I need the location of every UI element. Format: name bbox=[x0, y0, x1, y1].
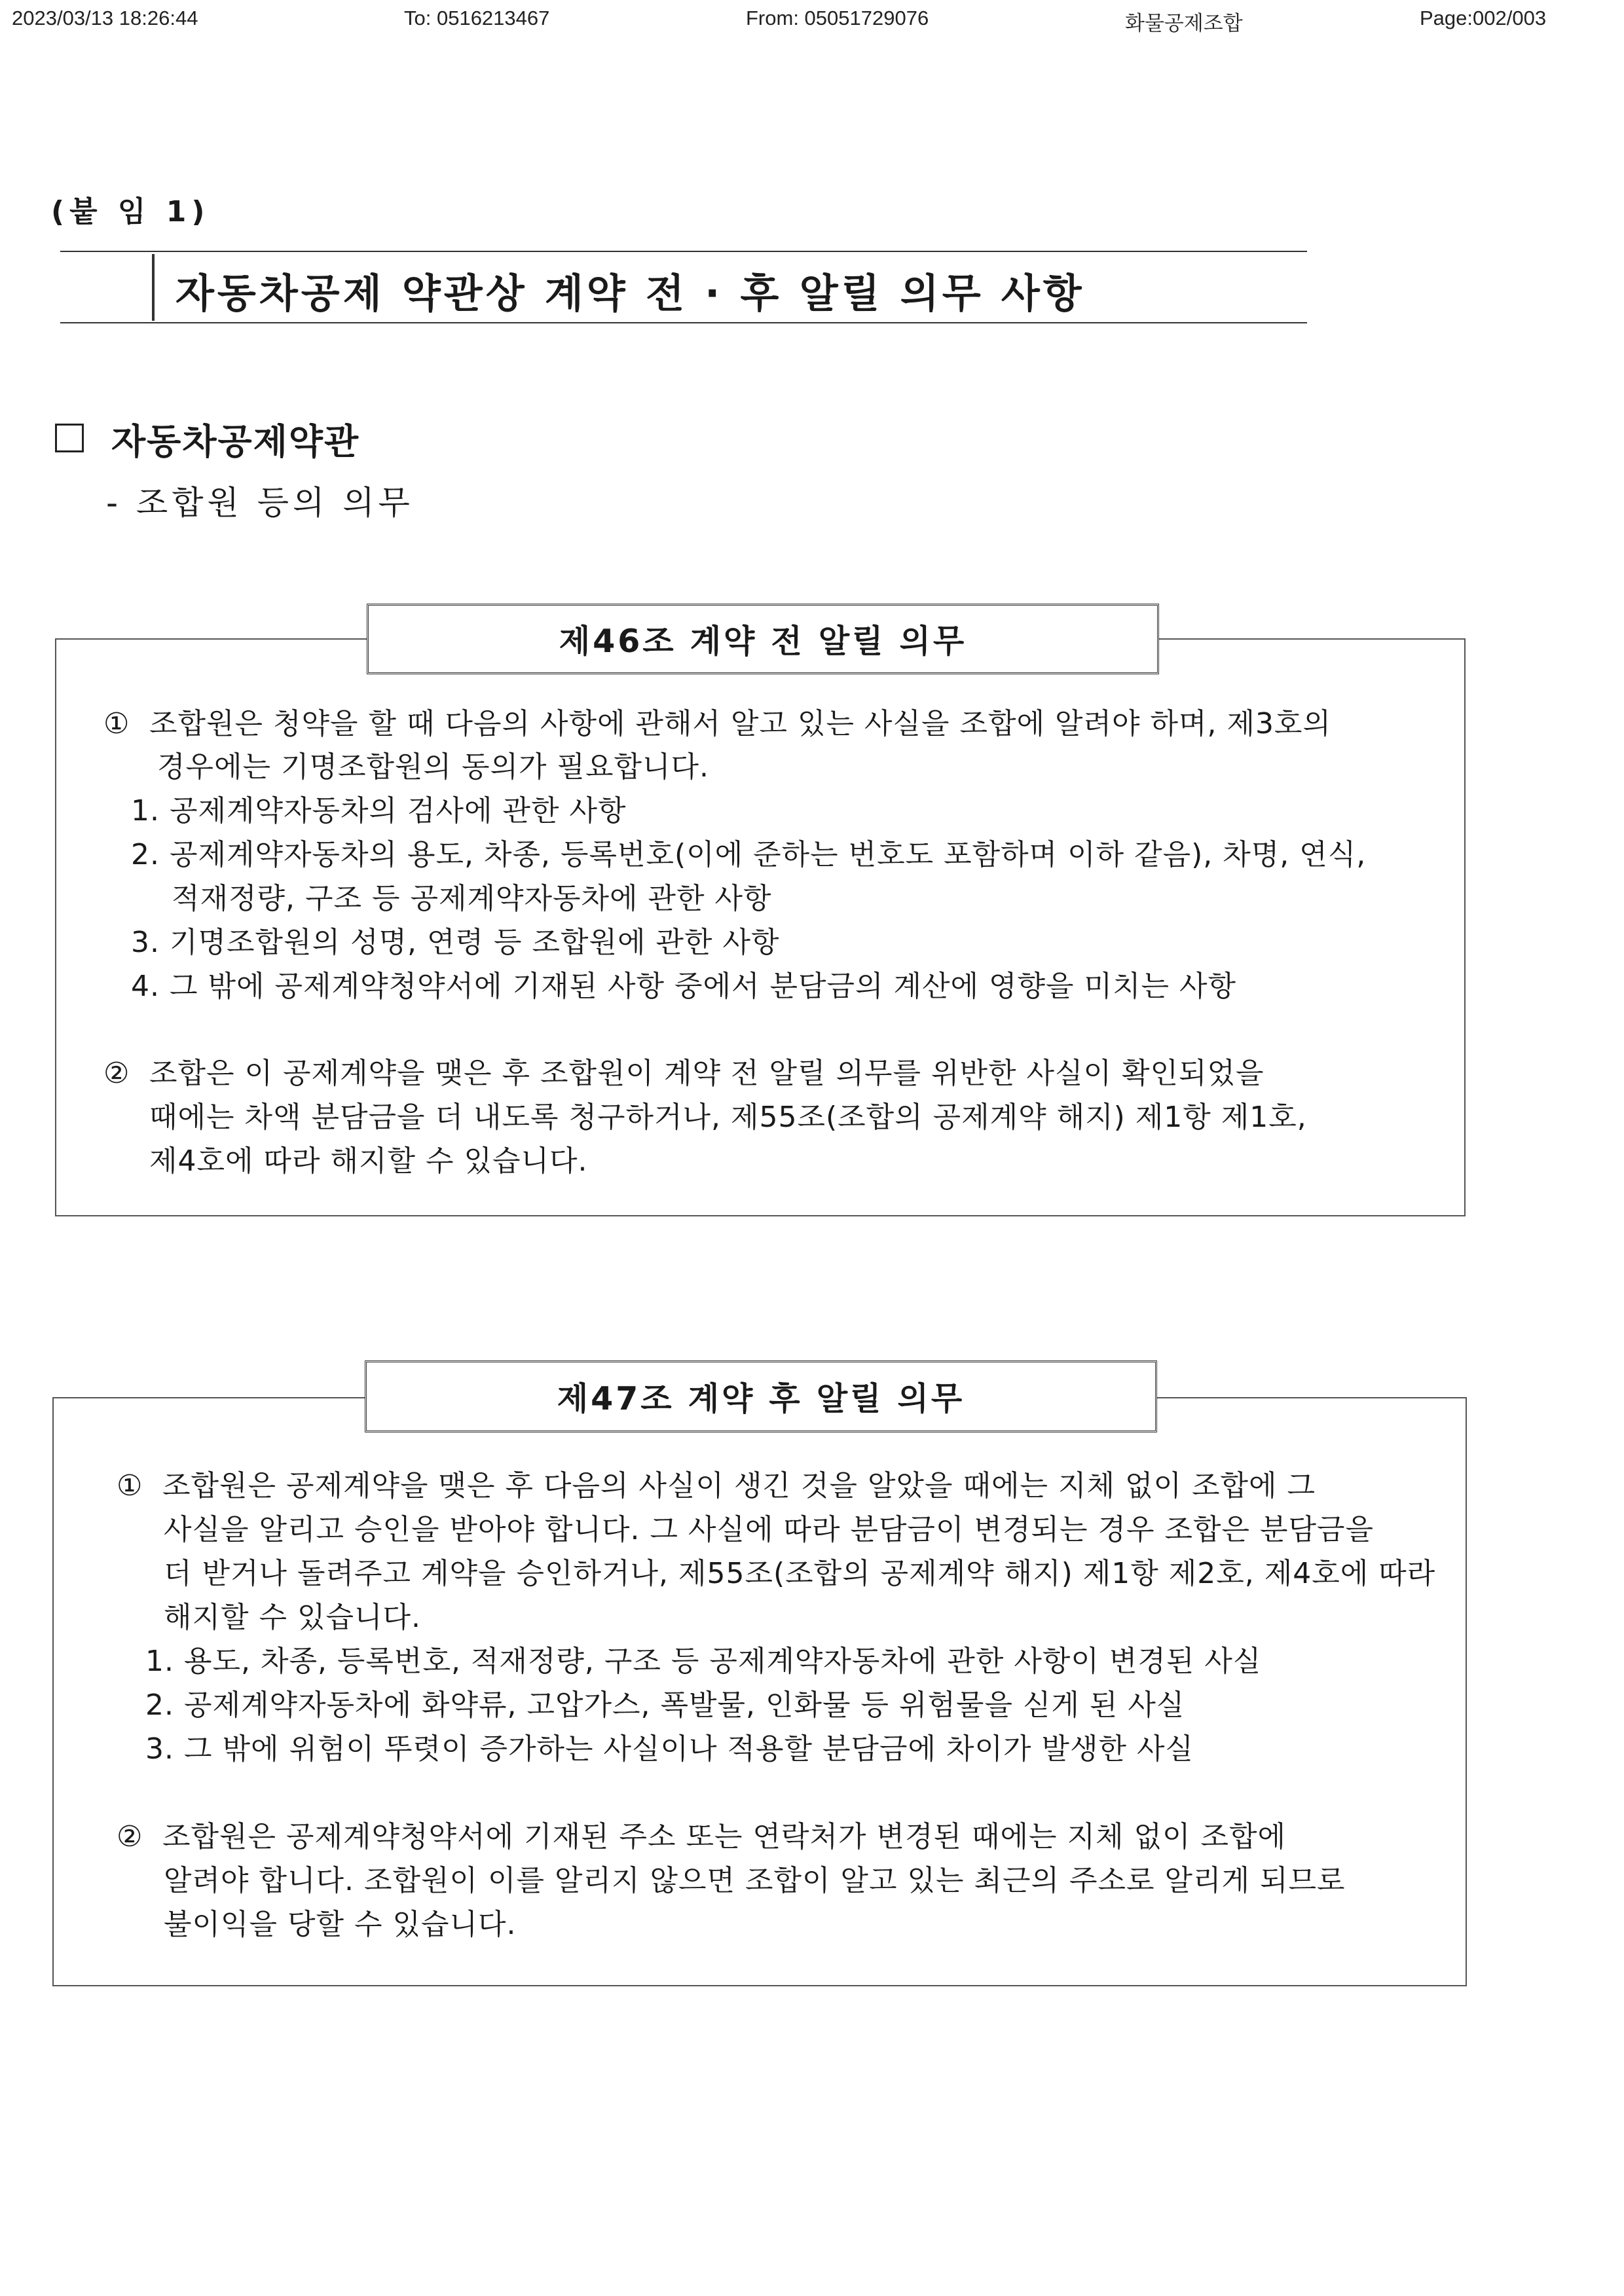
article46-para2-line1 bbox=[103, 1051, 1264, 1095]
article47-para1-line3: 더 받거나 돌려주고 계약을 승인하거나, 제55조(조합의 공제계약 해지) 제1항 제2호, 제4호에 따라 bbox=[164, 1557, 1436, 1590]
article47-para1-line2: 사실을 알리고 승인을 받아야 합니다. 그 사실에 따라 분담금이 변경되는 경우 조합은 분담금을 bbox=[164, 1513, 1374, 1546]
article47-para1-marker: ① bbox=[117, 1469, 143, 1503]
article46-para1-text: 조합원은 청약을 할 때 다음의 사항에 관해서 알고 있는 사실을 조합에 알려야 하며, 제3호의 bbox=[149, 707, 1331, 740]
article47-para2-line3: 불이익을 당할 수 있습니다. bbox=[164, 1908, 517, 1941]
article46-item: 3. 기명조합원의 성명, 연령 등 조합원에 관한 사항 bbox=[131, 926, 780, 959]
fax-organization: 화물공제조합 bbox=[1125, 12, 1243, 35]
title-rule-top bbox=[60, 251, 1307, 252]
fax-to-number: To: 0516213467 bbox=[404, 7, 550, 29]
article46-para2-line2: 때에는 차액 분담금을 더 내도록 청구하거나, 제55조(조합의 공제계약 해지) 제1항 제1호, bbox=[149, 1101, 1307, 1134]
article47-item: 1. 용도, 차종, 등록번호, 적재정량, 구조 등 공제계약자동차에 관한 사항이 변경된 사실 bbox=[145, 1645, 1262, 1678]
article47-item: 2. 공제계약자동차에 화약류, 고압가스, 폭발물, 인화물 등 위험물을 싣게 된 사실 bbox=[145, 1688, 1185, 1722]
article47-para1-text: 조합원은 공제계약을 맺은 후 다음의 사실이 생긴 것을 알았을 때에는 지체 없이 조합에 그 bbox=[162, 1469, 1316, 1503]
article46-item: 1. 공제계약자동차의 검사에 관한 사항 bbox=[131, 794, 627, 828]
article47-para2-line2: 알려야 합니다. 조합원이 이를 알리지 않으면 조합이 알고 있는 최근의 주소로 알리게 되므로 bbox=[164, 1864, 1346, 1897]
article47-para2-text: 조합원은 공제계약청약서에 기재된 주소 또는 연락처가 변경된 때에는 지체 없이 조합에 bbox=[162, 1820, 1287, 1853]
article47-item: 3. 그 밖에 위험이 뚜렷이 증가하는 사실이나 적용할 분담금에 차이가 발생한 사실 bbox=[145, 1732, 1194, 1766]
article46-para2-line3: 제4호에 따라 해지할 수 있습니다. bbox=[149, 1144, 588, 1178]
attachment-label: (붙 임 1) bbox=[51, 195, 210, 228]
article46-para1-line2: 경우에는 기명조합원의 동의가 필요합니다. bbox=[157, 750, 710, 784]
fax-datetime: 2023/03/13 18:26:44 bbox=[12, 7, 198, 29]
article47-para1-line4: 해지할 수 있습니다. bbox=[164, 1601, 421, 1634]
article46-para1-line1 bbox=[103, 702, 1331, 746]
article46-para2-marker: ② bbox=[103, 1057, 130, 1090]
article47-para2-line1 bbox=[117, 1815, 1286, 1859]
article46-title: 제46조 계약 전 알릴 의무 bbox=[367, 604, 1159, 674]
fax-header bbox=[0, 7, 1624, 33]
article47-para1-line1 bbox=[117, 1464, 1316, 1508]
title-rule-bottom bbox=[60, 322, 1307, 323]
fax-page-number: Page:002/003 bbox=[1420, 7, 1547, 29]
article46-para2-text: 조합은 이 공제계약을 맺은 후 조합원이 계약 전 알릴 의무를 위반한 사실이 확인되었을 bbox=[149, 1057, 1264, 1090]
fax-from-number: From: 05051729076 bbox=[746, 7, 929, 29]
document-title: 자동차공제 약관상 계약 전 · 후 알릴 의무 사항 bbox=[175, 270, 1085, 317]
article46-para1-marker: ① bbox=[103, 707, 130, 740]
section-subtitle: - 조합원 등의 의무 bbox=[106, 484, 414, 522]
article47-para2-marker: ② bbox=[117, 1820, 143, 1853]
article46-item: 4. 그 밖에 공제계약청약서에 기재된 사항 중에서 분담금의 계산에 영향을 미치는 사항 bbox=[131, 970, 1236, 1003]
article46-item: 2. 공제계약자동차의 용도, 차종, 등록번호(이에 준하는 번호도 포함하며 이하 같음), 차명, 연식, bbox=[131, 838, 1367, 871]
article47-title: 제47조 계약 후 알릴 의무 bbox=[365, 1360, 1157, 1432]
section-title: 자동차공제약관 bbox=[111, 421, 360, 462]
article46-item-continuation: 적재정량, 구조 등 공제계약자동차에 관한 사항 bbox=[172, 882, 772, 915]
title-side-bar bbox=[152, 254, 155, 321]
section-checkbox-icon bbox=[55, 424, 84, 452]
